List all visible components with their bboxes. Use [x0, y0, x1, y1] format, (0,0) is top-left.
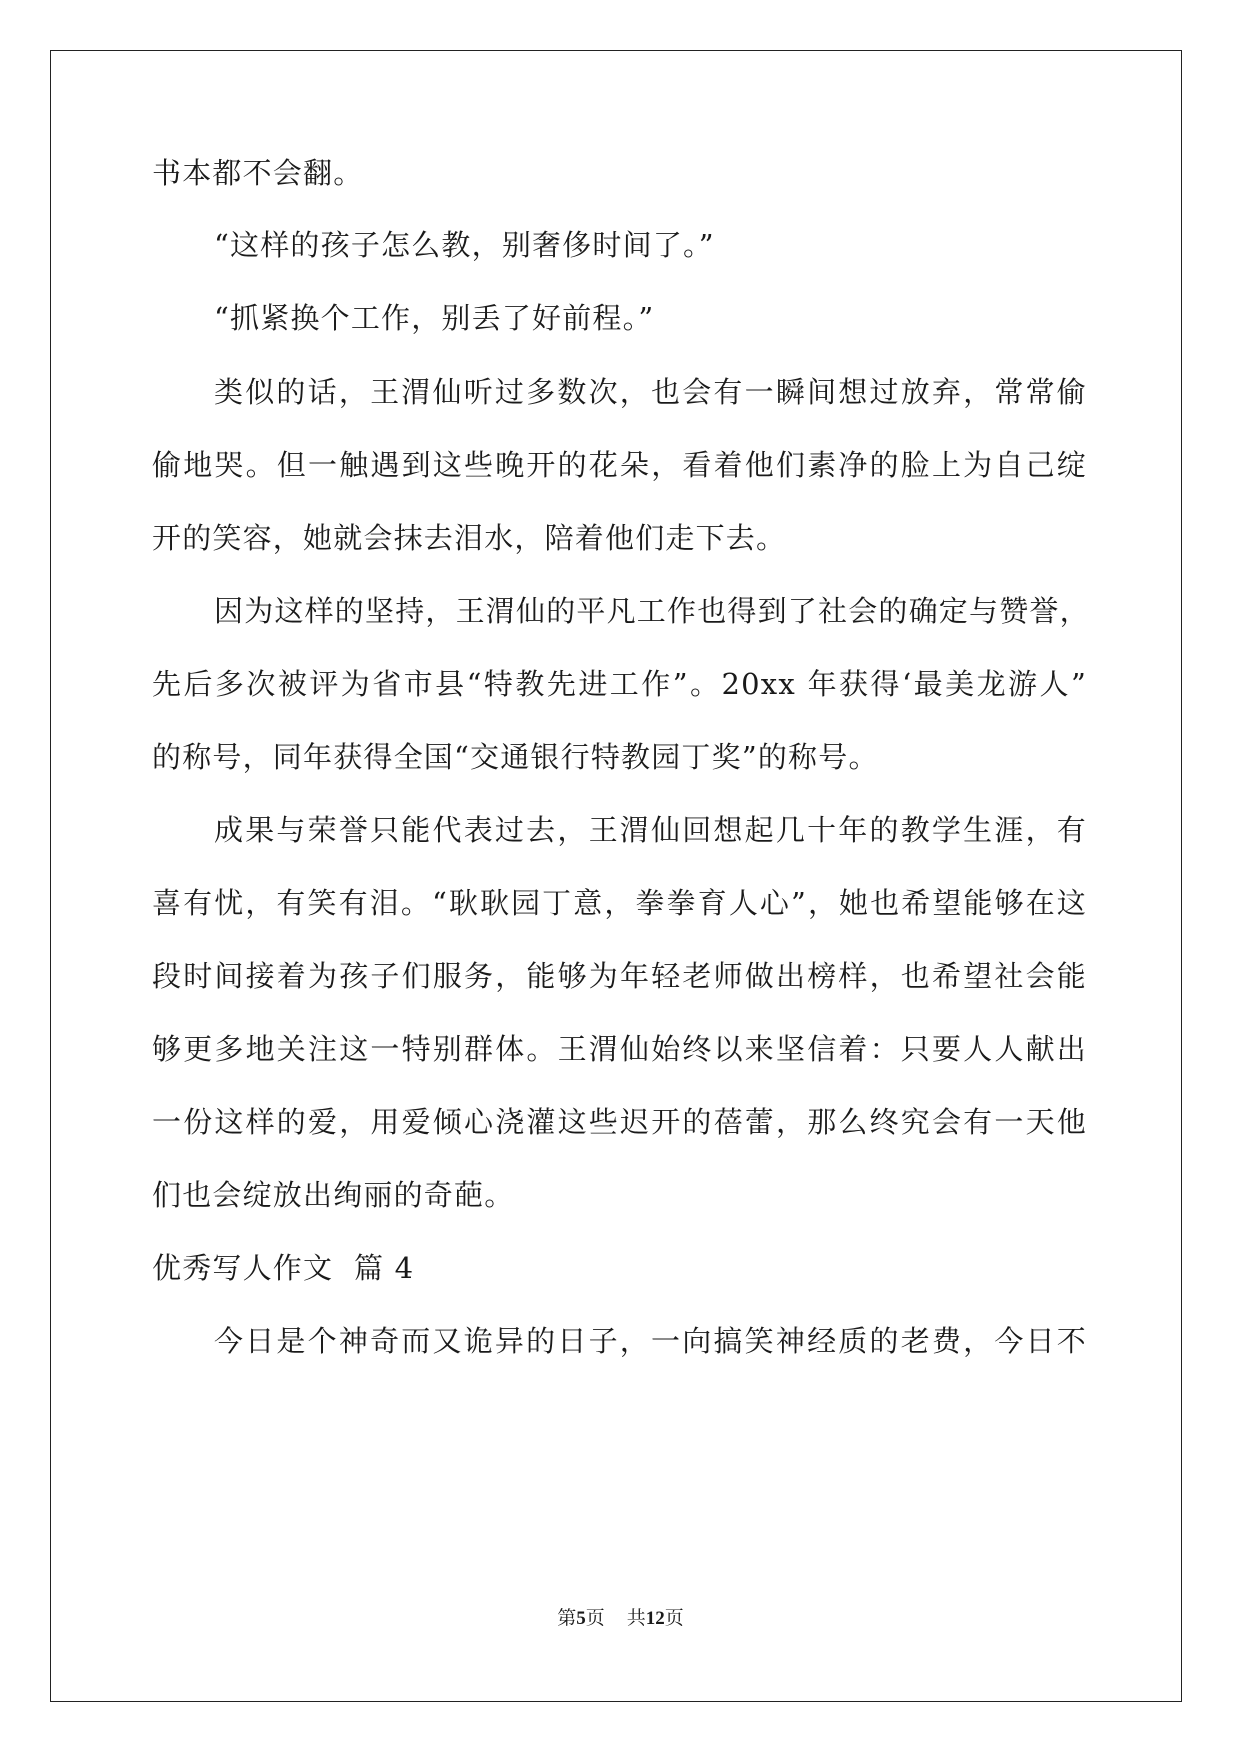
page-prefix: 第	[557, 1607, 577, 1629]
text-line: 偷地哭。但一触遇到这些晚开的花朵，看着他们素净的脸上为自己绽	[152, 448, 1087, 482]
text-line: 书本都不会翻。	[152, 156, 364, 190]
text-line: 开的笑容，她就会抹去泪水，陪着他们走下去。	[152, 521, 787, 555]
text-line: 先后多次被评为省市县“特教先进工作”。20xx 年获得‘最美龙游人”	[152, 667, 1087, 701]
page-footer	[0, 1606, 1241, 1631]
text-line: 段时间接着为孩子们服务，能够为年轻老师做出榜样，也希望社会能	[152, 959, 1087, 993]
text-line: 成果与荣誉只能代表过去，王渭仙回想起几十年的教学生涯，有	[214, 813, 1087, 847]
text-line: 因为这样的坚持，王渭仙的平凡工作也得到了社会的确定与赞誉，	[214, 594, 1090, 628]
text-line: “这样的孩子怎么教，别奢侈时间了。”	[214, 228, 715, 262]
text-line: 们也会绽放出绚丽的奇葩。	[152, 1178, 515, 1212]
text-line: 的称号，同年获得全国“交通银行特教园丁奖”的称号。	[152, 740, 879, 774]
page-suffix: 页	[585, 1607, 605, 1629]
text-line: 够更多地关注这一特别群体。王渭仙始终以来坚信着：只要人人献出	[152, 1032, 1087, 1066]
text-line: 类似的话，王渭仙听过多数次，也会有一瞬间想过放弃，常常偷	[214, 375, 1087, 409]
total-suffix: 页	[664, 1607, 684, 1629]
text-line: 今日是个神奇而又诡异的日子，一向搞笑神经质的老费，今日不	[214, 1324, 1087, 1358]
total-pages: 12	[645, 1608, 665, 1629]
text-line: “抓紧换个工作，别丢了好前程。”	[214, 301, 655, 335]
page-number: 5	[576, 1608, 586, 1629]
total-prefix: 共	[626, 1607, 646, 1629]
section-heading: 优秀写人作文 篇 4	[152, 1251, 415, 1285]
text-line: 喜有忧，有笑有泪。“耿耿园丁意，拳拳育人心”，她也希望能够在这	[152, 886, 1087, 920]
text-line: 一份这样的爱，用爱倾心浇灌这些迟开的蓓蕾，那么终究会有一天他	[152, 1105, 1087, 1139]
